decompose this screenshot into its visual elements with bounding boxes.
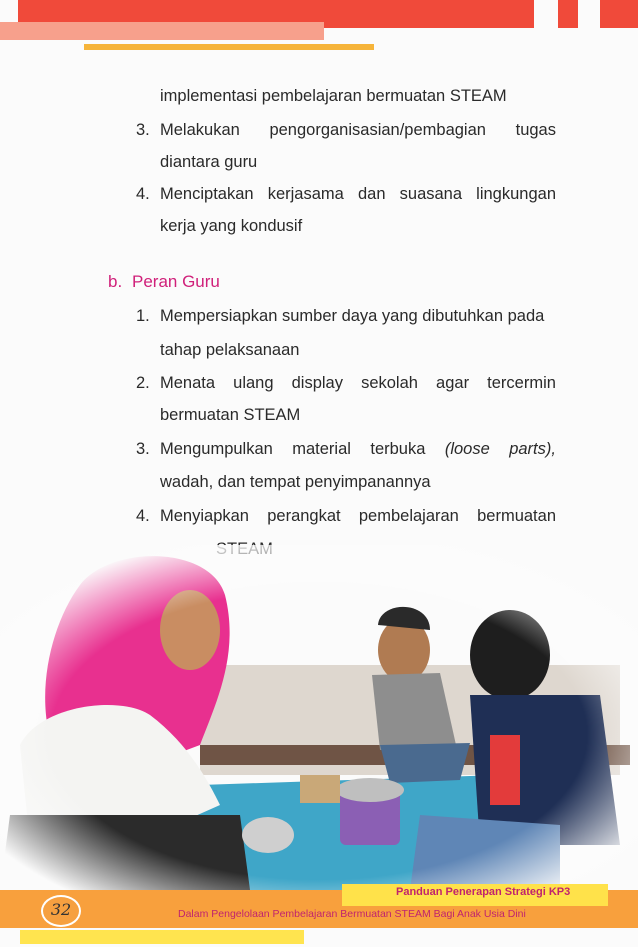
list-item-line: bermuatan STEAM xyxy=(160,406,301,424)
section-heading xyxy=(108,272,220,292)
word: material xyxy=(292,440,351,458)
footer-title: Panduan Penerapan Strategi KP3 xyxy=(396,886,571,898)
list-item-line: Mempersiapkan sumber daya yang dibutuhkan pada xyxy=(160,307,545,325)
word: Melakukan xyxy=(160,121,240,139)
word: pengorganisasian/pembagian xyxy=(269,121,486,139)
photo-illustration xyxy=(0,545,638,890)
word: sekolah xyxy=(361,374,418,392)
list-number: 3. xyxy=(136,121,150,139)
header-yellow-line xyxy=(84,44,374,50)
list-continuation: implementasi pembelajaran bermuatan STEAM xyxy=(160,87,507,105)
footer-yellow-strip xyxy=(20,930,304,944)
word: perangkat xyxy=(267,507,341,525)
word: Mengumpulkan xyxy=(160,440,273,458)
word: lingkungan xyxy=(476,185,556,203)
word: pembelajaran xyxy=(358,507,459,525)
word: parts), xyxy=(509,440,556,458)
header-salmon-bar xyxy=(0,22,324,40)
list-item-line: wadah, dan tempat penyimpanannya xyxy=(160,473,431,491)
header-red-block xyxy=(558,0,578,28)
word: tugas xyxy=(515,121,556,139)
list-item-line xyxy=(160,439,556,459)
section-label: b. xyxy=(108,272,123,291)
list-number: 3. xyxy=(136,440,150,458)
word: dan xyxy=(357,185,386,203)
list-item-line: kerja yang kondusif xyxy=(160,217,303,235)
word: Menciptakan xyxy=(160,185,254,203)
word: ulang xyxy=(233,374,274,392)
word: Menyiapkan xyxy=(160,507,249,525)
list-item-line xyxy=(160,184,556,204)
footer-subtitle: Dalam Pengelolaan Pembelajaran Bermuatan STEAM Bagi Anak Usia Dini xyxy=(178,908,526,920)
list-number: 2. xyxy=(136,374,150,392)
word: display xyxy=(291,374,343,392)
section-title: Peran Guru xyxy=(132,272,220,291)
list-number: 4. xyxy=(136,507,150,525)
word: kerjasama xyxy=(267,185,344,203)
list-number: 4. xyxy=(136,185,150,203)
word: Menata xyxy=(160,374,216,392)
list-item-line xyxy=(160,373,556,393)
word: suasana xyxy=(399,185,463,203)
page-number: 32 xyxy=(50,900,72,919)
word: bermuatan xyxy=(477,507,556,525)
word: agar xyxy=(436,374,470,392)
list-item-line: tahap pelaksanaan xyxy=(160,341,300,359)
word: terbuka xyxy=(370,440,426,458)
list-item-line xyxy=(160,120,556,140)
header-red-block xyxy=(600,0,638,28)
list-item-line xyxy=(160,506,556,526)
word: (loose xyxy=(444,440,490,458)
list-item-line: diantara guru xyxy=(160,153,258,171)
word: tercermin xyxy=(487,374,556,392)
classroom-photo xyxy=(0,545,638,890)
list-number: 1. xyxy=(136,307,150,325)
